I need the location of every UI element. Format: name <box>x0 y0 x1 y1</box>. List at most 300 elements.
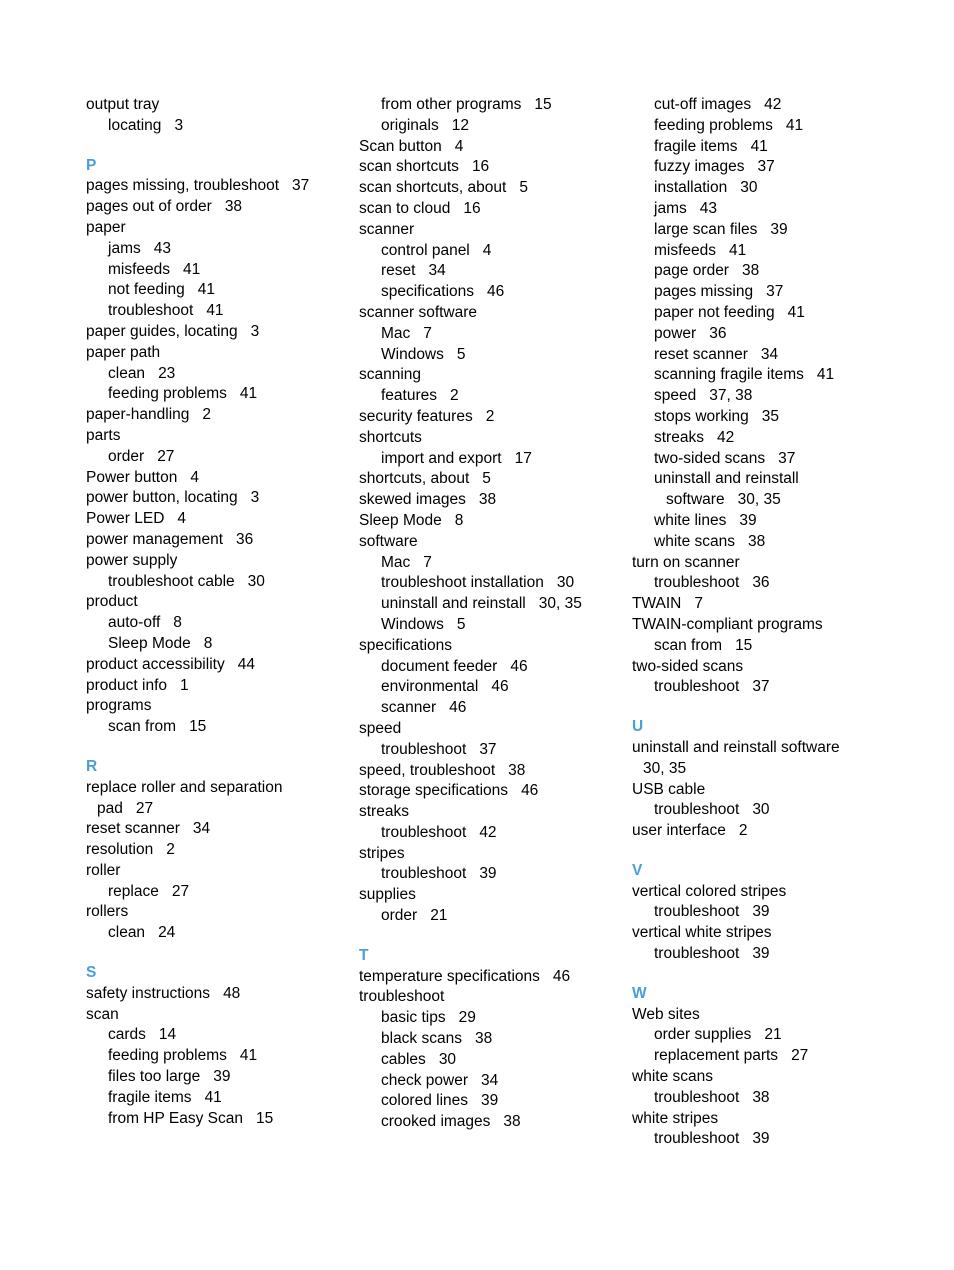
page-reference[interactable]: 37 <box>757 158 775 176</box>
index-subentry <box>632 282 902 303</box>
index-subentry <box>632 137 902 158</box>
index-term: cables <box>381 1050 426 1068</box>
index-subentry <box>359 823 629 844</box>
index-subentry <box>359 95 629 116</box>
index-entry <box>86 551 356 572</box>
index-entry <box>632 594 902 615</box>
index-term: colored lines <box>381 1092 469 1110</box>
index-subentry <box>86 1109 356 1130</box>
index-subentry <box>359 324 629 345</box>
index-term: reset scanner <box>86 820 180 838</box>
page-reference[interactable]: 46 <box>552 967 571 985</box>
index-term: Sleep Mode <box>108 634 191 652</box>
section-letter: T <box>359 946 369 964</box>
index-term: clean <box>108 924 146 942</box>
index-entry <box>86 176 356 197</box>
page-reference[interactable]: 2 <box>485 407 495 425</box>
page-reference[interactable]: 34 <box>481 1071 499 1089</box>
index-term: scanning <box>359 366 422 384</box>
page-reference[interactable]: 27 <box>135 799 154 817</box>
page-reference[interactable]: 2 <box>450 387 459 405</box>
page-reference[interactable]: 5 <box>519 179 528 197</box>
index-term: cut-off images <box>654 96 752 113</box>
index-term: paper not feeding <box>654 303 775 321</box>
index-subentry <box>86 116 356 137</box>
page-reference[interactable]: 38 <box>478 491 497 509</box>
index-subentry <box>359 906 629 927</box>
index-term: replace roller and separation <box>86 778 283 796</box>
page-reference[interactable]: 35 <box>761 407 780 425</box>
index-subentry <box>86 1046 356 1067</box>
index-term: speed <box>654 387 697 405</box>
index-subentry <box>632 116 902 137</box>
section-letter: W <box>632 984 647 1002</box>
index-entry <box>359 987 629 1008</box>
page-reference[interactable]: 30 <box>752 801 770 819</box>
page-reference[interactable]: 41 <box>750 137 768 155</box>
page-reference[interactable]: 38 <box>752 1088 770 1106</box>
index-term: Power LED <box>86 510 165 528</box>
index-subentry <box>86 882 356 903</box>
page-reference[interactable]: 15 <box>189 718 207 736</box>
index-entry <box>86 819 356 840</box>
index-entry <box>359 532 629 553</box>
page-reference[interactable]: 30 <box>438 1050 457 1068</box>
page-reference[interactable]: 42 <box>764 96 782 113</box>
index-subentry <box>86 613 356 634</box>
index-term: scan from <box>108 718 177 736</box>
page-reference[interactable]: 4 <box>482 241 492 259</box>
page-reference[interactable]: 38 <box>741 262 760 280</box>
index-term: pages missing, troubleshoot <box>86 177 280 195</box>
index-term: crooked images <box>381 1113 491 1131</box>
page-reference[interactable]: 46 <box>521 782 539 800</box>
page-reference[interactable]: 16 <box>463 199 481 217</box>
page-reference[interactable]: 8 <box>203 634 213 652</box>
page-reference[interactable]: 38 <box>503 1113 521 1131</box>
index-subentry <box>86 239 356 260</box>
page-reference[interactable]: 3 <box>250 322 260 340</box>
index-term: control panel <box>381 241 470 259</box>
page-reference[interactable]: 43 <box>153 239 171 257</box>
index-entry <box>632 923 902 944</box>
index-entry <box>359 844 629 865</box>
index-subentry <box>86 447 356 468</box>
page-reference[interactable]: 5 <box>456 345 466 363</box>
index-subentry <box>359 1091 629 1112</box>
page-reference[interactable]: 41 <box>816 366 835 384</box>
index-term: scanner <box>381 699 437 717</box>
index-term: shortcuts <box>359 428 422 446</box>
page-reference[interactable]: 39 <box>739 511 757 529</box>
page-reference[interactable]: 44 <box>237 655 255 673</box>
section-letter: V <box>632 861 643 879</box>
index-subentry <box>632 178 902 199</box>
page-reference[interactable]: 16 <box>471 158 490 176</box>
index-term: safety instructions <box>86 984 211 1002</box>
index-term: fragile items <box>108 1088 192 1106</box>
index-subentry <box>359 573 629 594</box>
page-reference[interactable]: 46 <box>491 678 509 696</box>
index-term: scan to cloud <box>359 199 451 217</box>
page-reference[interactable]: 41 <box>785 116 804 134</box>
index-term: misfeeds <box>654 241 717 259</box>
index-subentry <box>632 386 902 407</box>
page-reference[interactable]: 38 <box>747 532 766 550</box>
page-reference[interactable]: 39 <box>770 220 788 238</box>
index-term: from other programs <box>381 96 522 113</box>
index-entry <box>632 1109 902 1130</box>
index-entry <box>86 696 356 717</box>
page-reference[interactable]: 38 <box>224 198 243 216</box>
page-reference[interactable]: 30, 35 <box>643 759 687 777</box>
index-entry <box>632 780 902 801</box>
index-subentry <box>632 241 902 262</box>
page-reference[interactable]: 39 <box>479 865 497 883</box>
index-entry <box>86 902 356 923</box>
index-term: files too large <box>108 1068 201 1086</box>
index-term: scan shortcuts <box>359 158 459 176</box>
page-reference[interactable]: 12 <box>451 116 469 134</box>
index-subentry <box>632 449 902 470</box>
index-subentry <box>632 902 902 923</box>
index-entry <box>359 719 629 740</box>
index-subentry <box>359 864 629 885</box>
index-subentry <box>86 923 356 944</box>
page-reference[interactable]: 36 <box>752 574 770 592</box>
page-reference[interactable]: 30 <box>247 572 265 590</box>
index-subentry <box>359 698 629 719</box>
page-reference[interactable]: 30, 35 <box>538 595 582 613</box>
index-entry <box>359 157 629 178</box>
index-term: programs <box>86 697 152 715</box>
index-entry <box>359 303 629 324</box>
page-reference[interactable]: 34 <box>428 262 446 280</box>
index-subentry <box>359 1112 629 1133</box>
page-reference[interactable]: 37 <box>479 740 497 758</box>
index-entry <box>359 407 629 428</box>
index-subentry <box>632 532 902 553</box>
index-entry <box>86 861 356 882</box>
index-term: power <box>654 324 697 342</box>
index-term: originals <box>381 116 439 134</box>
page-reference[interactable]: 39 <box>752 945 770 963</box>
index-term: troubleshoot <box>381 740 467 758</box>
page-reference[interactable]: 37 <box>766 283 784 301</box>
index-term: pages out of order <box>86 198 212 216</box>
index-term: order <box>381 907 418 925</box>
index-subentry <box>359 1071 629 1092</box>
index-term: software <box>359 532 418 550</box>
page-reference[interactable]: 27 <box>791 1047 809 1065</box>
index-subentry <box>359 1029 629 1050</box>
index-term: temperature specifications <box>359 967 540 985</box>
page-reference[interactable]: 21 <box>764 1026 782 1044</box>
page-reference[interactable]: 7 <box>694 595 703 613</box>
index-entry <box>359 761 629 782</box>
index-term: user interface <box>632 822 726 840</box>
page-reference[interactable]: 43 <box>699 199 717 217</box>
index-subentry <box>632 944 902 965</box>
index-term: troubleshoot <box>359 988 445 1006</box>
page-reference[interactable]: 27 <box>157 447 175 465</box>
index-term: feeding problems <box>108 385 227 403</box>
index-term: speed, troubleshoot <box>359 761 496 779</box>
page-reference[interactable]: 8 <box>454 511 464 529</box>
index-entry <box>359 137 629 158</box>
page-reference[interactable]: 39 <box>481 1092 499 1110</box>
index-term: Mac <box>381 324 411 342</box>
index-term: troubleshoot <box>654 1130 740 1148</box>
page-reference[interactable]: 7 <box>423 553 432 571</box>
page-reference[interactable]: 41 <box>787 303 805 321</box>
index-term: output tray <box>86 96 160 113</box>
page-reference[interactable]: 5 <box>456 615 466 633</box>
index-entry <box>359 636 629 657</box>
index-entry <box>359 802 629 823</box>
index-subentry <box>86 260 356 281</box>
index-entry <box>86 778 356 799</box>
index-term: scan shortcuts, about <box>359 179 507 197</box>
index-entry <box>632 1005 902 1026</box>
index-subentry <box>359 386 629 407</box>
index-column-1 <box>86 95 356 1129</box>
index-entry <box>86 676 356 697</box>
index-term: environmental <box>381 678 479 696</box>
page-reference[interactable]: 4 <box>454 137 464 155</box>
page-reference[interactable]: 48 <box>223 984 241 1002</box>
page-reference[interactable]: 36 <box>236 530 254 548</box>
index-term: page order <box>654 262 729 280</box>
page-reference[interactable]: 15 <box>534 96 552 113</box>
index-entry <box>86 218 356 239</box>
index-subentry <box>359 282 629 303</box>
index-term: paper path <box>86 343 161 361</box>
page-reference[interactable]: 39 <box>752 903 770 921</box>
page-reference[interactable]: 29 <box>458 1009 476 1027</box>
index-term: streaks <box>359 803 409 821</box>
index-term: misfeeds <box>108 260 171 278</box>
index-term: not feeding <box>108 281 185 299</box>
index-term: Sleep Mode <box>359 511 442 529</box>
index-entry <box>86 488 356 509</box>
page-reference[interactable]: 46 <box>487 283 505 301</box>
index-term: pages missing <box>654 283 754 301</box>
index-subentry <box>632 511 902 532</box>
page-reference[interactable]: 7 <box>423 324 432 342</box>
index-term: turn on scanner <box>632 553 740 571</box>
index-term: security features <box>359 407 473 425</box>
index-term: locating <box>108 116 162 134</box>
index-subentry <box>359 241 629 262</box>
index-entry <box>86 468 356 489</box>
index-subentry <box>359 553 629 574</box>
index-subentry <box>86 1025 356 1046</box>
index-subentry <box>632 199 902 220</box>
index-term: clean <box>108 364 146 382</box>
index-term: two-sided scans <box>654 449 766 467</box>
index-term: reset <box>381 262 416 280</box>
index-term: product info <box>86 676 167 694</box>
page-reference[interactable]: 37 <box>292 177 310 195</box>
index-entry <box>359 885 629 906</box>
index-entry <box>632 821 902 842</box>
index-subentry <box>359 615 629 636</box>
page-reference[interactable]: 17 <box>514 449 532 467</box>
page-reference[interactable]: 41 <box>206 302 224 320</box>
page-reference[interactable]: 41 <box>204 1088 222 1106</box>
index-term: white lines <box>654 511 727 529</box>
index-term: stops working <box>654 407 749 425</box>
page-reference[interactable]: 1 <box>180 676 189 694</box>
page-reference[interactable]: 42 <box>479 823 497 841</box>
page-reference[interactable]: 41 <box>197 281 215 299</box>
index-term: supplies <box>359 886 416 904</box>
index-entry <box>86 840 356 861</box>
index-subentry <box>632 324 902 345</box>
index-entry <box>86 343 356 364</box>
section-letter: S <box>86 964 97 982</box>
index-entry <box>86 984 356 1005</box>
index-entry <box>86 799 356 820</box>
index-subentry <box>359 345 629 366</box>
index-term: reset scanner <box>654 345 748 363</box>
page-reference[interactable]: 39 <box>752 1130 770 1148</box>
index-term: installation <box>654 179 728 197</box>
index-subentry <box>86 1088 356 1109</box>
index-entry <box>86 592 356 613</box>
page-reference[interactable]: 5 <box>482 470 491 488</box>
page-reference[interactable]: 2 <box>738 822 748 840</box>
page-reference[interactable]: 38 <box>508 761 526 779</box>
index-term: product <box>86 593 138 611</box>
page-reference[interactable]: 3 <box>250 489 260 507</box>
page-reference[interactable]: 23 <box>158 364 176 382</box>
index-term: Power button <box>86 468 178 486</box>
index-subentry <box>632 303 902 324</box>
index-term: TWAIN <box>632 595 682 613</box>
index-subentry <box>632 407 902 428</box>
index-term: order <box>108 447 145 465</box>
index-column-2 <box>359 95 629 1133</box>
page-reference[interactable]: 3 <box>174 116 184 134</box>
index-term: Web sites <box>632 1005 700 1023</box>
index-term: troubleshoot <box>654 903 740 921</box>
index-term: import and export <box>381 449 502 467</box>
page-reference[interactable]: 41 <box>183 260 201 278</box>
page-reference[interactable]: 46 <box>449 699 467 717</box>
page-reference[interactable]: 2 <box>166 841 175 859</box>
page-reference[interactable]: 27 <box>171 882 190 900</box>
index-subentry <box>359 116 629 137</box>
page-reference[interactable]: 15 <box>735 636 753 654</box>
index-subentry <box>86 364 356 385</box>
index-entry <box>632 882 902 903</box>
page-reference[interactable]: 8 <box>173 614 182 632</box>
index-subentry <box>359 1008 629 1029</box>
page-reference[interactable]: 37 <box>778 449 796 467</box>
index-term: jams <box>654 199 687 217</box>
index-term: uninstall and reinstall software <box>632 738 840 756</box>
index-term: from HP Easy Scan <box>108 1109 243 1127</box>
page-reference[interactable]: 4 <box>190 468 199 486</box>
page-reference[interactable]: 2 <box>202 406 212 424</box>
index-term: USB cable <box>632 780 706 798</box>
page-reference[interactable]: 15 <box>255 1109 274 1127</box>
page-reference[interactable]: 24 <box>158 924 176 942</box>
index-entry <box>86 426 356 447</box>
index-entry <box>359 365 629 386</box>
index-column-3 <box>632 95 902 1150</box>
page-reference[interactable]: 42 <box>716 428 735 446</box>
index-term: stripes <box>359 844 405 862</box>
page-reference[interactable]: 30 <box>556 574 575 592</box>
page-reference[interactable]: 38 <box>474 1030 493 1048</box>
page-reference[interactable]: 41 <box>239 1047 258 1065</box>
index-term: troubleshoot <box>381 823 467 841</box>
index-entry <box>632 657 902 678</box>
index-subentry <box>632 1046 902 1067</box>
page-reference[interactable]: 39 <box>213 1068 231 1086</box>
index-term: features <box>381 387 438 405</box>
page-reference[interactable]: 46 <box>510 657 528 675</box>
index-term: shortcuts, about <box>359 470 470 488</box>
index-term: vertical colored stripes <box>632 882 787 900</box>
index-term: speed <box>359 719 402 737</box>
index-subentry <box>632 1025 902 1046</box>
index-term: troubleshoot <box>654 574 740 592</box>
index-term: rollers <box>86 903 129 921</box>
index-term: roller <box>86 861 121 879</box>
index-entry <box>86 530 356 551</box>
page-reference[interactable]: 37 <box>752 678 770 696</box>
index-term: two-sided scans <box>632 657 744 675</box>
index-subentry <box>86 384 356 405</box>
index-term: document feeder <box>381 657 498 675</box>
page-reference[interactable]: 14 <box>158 1026 177 1044</box>
page-reference[interactable]: 30, 35 <box>737 491 781 509</box>
index-term: check power <box>381 1071 469 1089</box>
index-term: Scan button <box>359 137 442 155</box>
index-term: jams <box>108 239 141 257</box>
index-term: replacement parts <box>654 1047 779 1065</box>
page-reference[interactable]: 34 <box>192 820 211 838</box>
page-reference[interactable]: 36 <box>709 324 727 342</box>
index-term: troubleshoot <box>654 678 740 696</box>
index-entry <box>359 490 629 511</box>
page-reference[interactable]: 30 <box>740 179 758 197</box>
index-subentry <box>359 740 629 761</box>
index-subentry <box>359 261 629 282</box>
section-letter: P <box>86 156 97 174</box>
page-reference[interactable]: 37, 38 <box>709 387 753 405</box>
page-reference[interactable]: 41 <box>729 241 747 259</box>
index-subentry <box>359 594 629 615</box>
index-subentry <box>632 490 902 511</box>
index-entry <box>359 178 629 199</box>
page-reference[interactable]: 21 <box>430 907 448 925</box>
index-subentry <box>632 677 902 698</box>
index-term: troubleshoot <box>654 1088 740 1106</box>
index-subentry <box>632 220 902 241</box>
index-term: paper guides, locating <box>86 322 238 340</box>
section-letter: U <box>632 718 644 736</box>
page-reference[interactable]: 41 <box>239 385 258 403</box>
page-reference[interactable]: 34 <box>760 345 779 363</box>
index-entry <box>359 199 629 220</box>
page-reference[interactable]: 4 <box>177 510 187 528</box>
index-subentry <box>632 261 902 282</box>
